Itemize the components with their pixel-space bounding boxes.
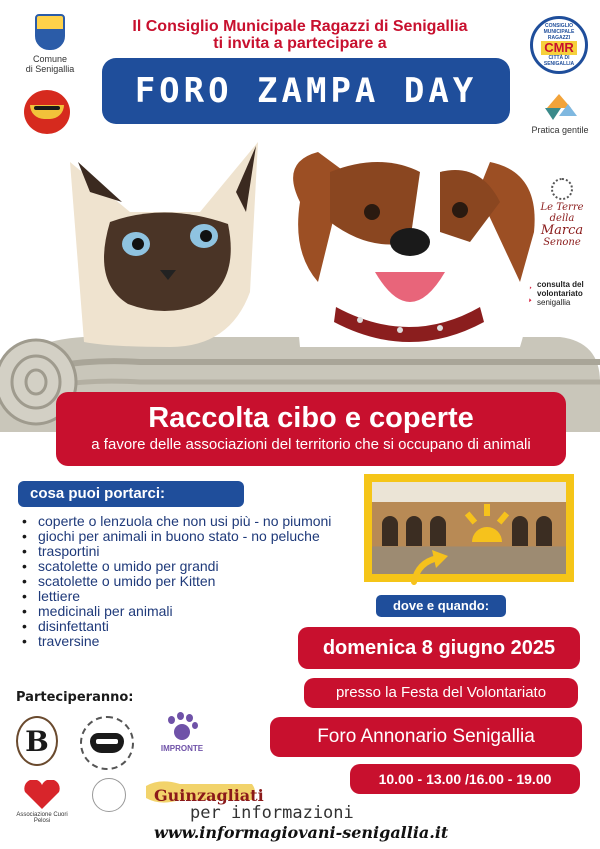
- ccr-line-1: CONSIGLIO: [544, 23, 574, 29]
- ccr-logo: [530, 16, 588, 74]
- ccr-line-5: SENIGALLIA: [543, 61, 575, 67]
- pratica-shapes-icon: [543, 92, 577, 122]
- ccr-line-2: MUNICIPALE: [543, 29, 575, 35]
- comune-logo: [18, 14, 82, 74]
- masked-cat-icon: [90, 733, 124, 753]
- cat-icon: [70, 142, 258, 347]
- event-date: domenica 8 giugno 2025: [298, 627, 580, 669]
- mask-logo-icon: [24, 90, 70, 134]
- list-item: • giochi per animali in buono stato - no peluche: [22, 529, 382, 544]
- consulta-line-1: consulta del: [537, 280, 584, 289]
- terre-line-3: Senone: [543, 237, 581, 248]
- b-association-logo: B: [16, 716, 58, 766]
- list-item: • disinfettanti: [22, 619, 382, 634]
- event-title-box: [102, 58, 510, 124]
- website-link[interactable]: www.informagiovani-senigallia.it: [154, 823, 449, 842]
- event-title: FORO ZAMPA DAY: [134, 71, 478, 111]
- pratica-gentile-logo: [522, 92, 598, 135]
- impronte-logo: [152, 712, 212, 753]
- event-time: 10.00 - 13.00 /16.00 - 19.00: [350, 764, 580, 794]
- invite-line-2: ti invita a partecipare a: [213, 35, 387, 52]
- sun-icon: [464, 502, 510, 542]
- event-venue: Foro Annonario Senigallia: [270, 717, 582, 757]
- impronte-label: IMPRONTE: [160, 744, 204, 753]
- list-item: • coperte o lenzuola che non usi più - no piumoni: [22, 514, 382, 529]
- info-label: per informazioni: [190, 803, 354, 823]
- crest-icon: [35, 14, 65, 50]
- list-item: • medicinali per animali: [22, 604, 382, 619]
- paw-icon: [166, 712, 198, 744]
- ccr-mark: CMR: [541, 41, 577, 55]
- gattofili-association-logo: [80, 716, 134, 770]
- event-place: presso la Festa del Volontariato: [304, 678, 578, 708]
- pratica-label: Pratica gentile: [531, 125, 589, 135]
- ccr-line-4: CITTÀ DI: [548, 55, 570, 61]
- guinzagliati-label: Guinzagliati: [154, 786, 264, 805]
- consulta-line-2: volontariato: [537, 289, 583, 298]
- dog-icon: [293, 152, 535, 347]
- list-item: • scatolette o umido per Kitten: [22, 574, 382, 589]
- cuori-pelosi-label: Associazione Cuori Pelosi: [16, 812, 68, 824]
- where-when-label: dove e quando:: [376, 595, 506, 617]
- list-item: • trasportini: [22, 544, 382, 559]
- consulta-line-3: senigallia: [537, 298, 571, 307]
- participants-heading: Parteciperanno:: [16, 690, 134, 705]
- foro-annonario-photo: [364, 474, 574, 582]
- comune-label-1: Comune: [32, 54, 68, 64]
- banner-subtitle: a favore delle associazioni del territorio che si occupano di animali: [91, 436, 531, 453]
- banner-title: Raccolta cibo e coperte: [148, 402, 474, 434]
- collection-banner: [56, 392, 566, 466]
- list-item: • traversine: [22, 634, 382, 649]
- pointer-arrow-icon: [408, 548, 456, 586]
- ccr-line-3: RAGAZZI: [547, 35, 571, 41]
- invite-line-1: Il Consiglio Municipale Ragazzi di Senigallia: [132, 18, 468, 35]
- invite-text: [110, 18, 490, 52]
- pets-photo: [0, 132, 600, 432]
- terre-line-2: Marca: [540, 223, 584, 238]
- comune-label-2: di Senigallia: [25, 64, 75, 74]
- heart-icon: [22, 780, 62, 810]
- terre-line-1: Le Terre della: [540, 202, 584, 224]
- list-item: • scatolette o umido per grandi: [22, 559, 382, 574]
- list-item: • lettiere: [22, 589, 382, 604]
- dog-association-logo: [92, 778, 126, 812]
- list-heading: cosa puoi portarci:: [18, 481, 244, 507]
